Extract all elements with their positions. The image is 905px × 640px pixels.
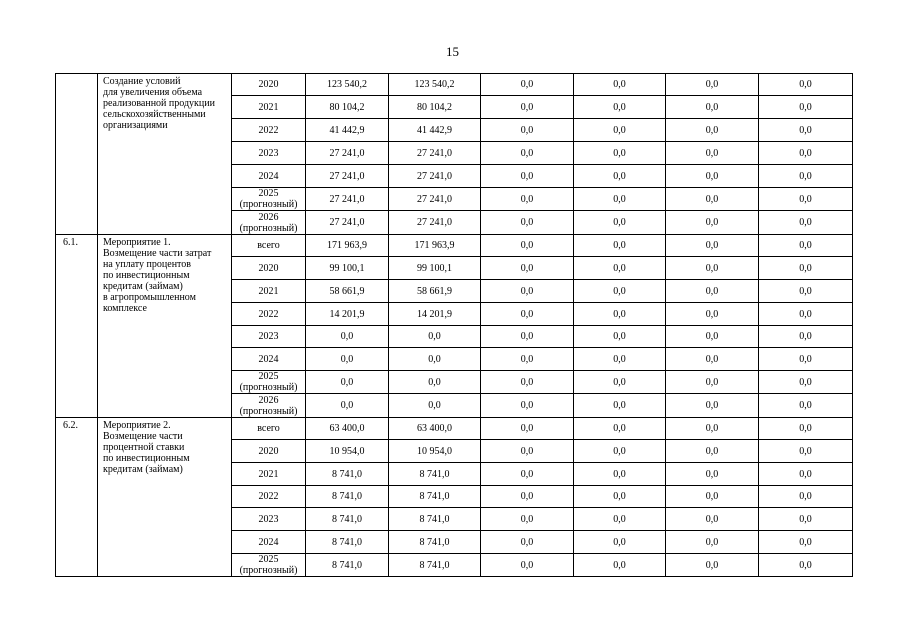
value-cell: 27 241,0 (306, 188, 389, 211)
section-number (56, 74, 98, 235)
value-cell: 0,0 (759, 188, 853, 211)
value-cell: 80 104,2 (306, 96, 389, 119)
section-name-line: кредитам (займам) (103, 464, 183, 475)
value-cell: 63 400,0 (306, 418, 389, 440)
period-label: 2025 (258, 188, 279, 199)
value-cell: 0,0 (306, 348, 389, 371)
value-cell: 0,0 (389, 394, 481, 418)
value-cell: 0,0 (666, 188, 759, 211)
period-cell (232, 280, 306, 303)
value-cell: 0,0 (759, 326, 853, 348)
period-label: 2024 (258, 353, 279, 365)
period-cell (232, 463, 306, 486)
section-name (98, 74, 232, 235)
value-cell: 41 442,9 (306, 119, 389, 142)
period-label: 2020 (258, 79, 279, 90)
value-cell: 0,0 (574, 188, 666, 211)
value-cell: 0,0 (481, 257, 574, 280)
period-cell (232, 531, 306, 554)
value-cell: 0,0 (666, 348, 759, 371)
value-cell: 0,0 (759, 348, 853, 371)
value-cell: 0,0 (759, 235, 853, 257)
value-cell: 8 741,0 (389, 463, 481, 486)
section-name-line: по инвестиционным (103, 270, 190, 281)
value-cell: 8 741,0 (306, 531, 389, 554)
value-cell: 0,0 (666, 280, 759, 303)
section-name-line: Возмещение части (103, 431, 183, 442)
section-number: 6.1. (56, 235, 98, 418)
section-name-line: реализованной продукции (103, 98, 215, 109)
value-cell: 0,0 (759, 394, 853, 418)
period-cell (232, 142, 306, 165)
value-cell: 0,0 (481, 280, 574, 303)
value-cell: 8 741,0 (389, 486, 481, 508)
table-row (56, 418, 853, 440)
value-cell: 0,0 (481, 235, 574, 257)
value-cell: 0,0 (759, 303, 853, 326)
period-cell (232, 74, 306, 96)
value-cell: 0,0 (574, 531, 666, 554)
budget-table (55, 73, 853, 577)
value-cell: 0,0 (574, 326, 666, 348)
value-cell: 58 661,9 (389, 280, 481, 303)
period-label: всего (257, 240, 280, 251)
table-body (56, 74, 853, 577)
value-cell: 10 954,0 (306, 440, 389, 463)
value-cell: 0,0 (574, 235, 666, 257)
period-label: 2025 (258, 371, 279, 382)
value-cell: 99 100,1 (306, 257, 389, 280)
value-cell: 0,0 (759, 280, 853, 303)
period-label: 2021 (258, 285, 279, 297)
period-label: (прогнозный) (239, 199, 298, 210)
period-label: 2021 (258, 101, 279, 113)
period-cell (232, 486, 306, 508)
value-cell: 58 661,9 (306, 280, 389, 303)
value-cell: 171 963,9 (306, 235, 389, 257)
period-cell (232, 211, 306, 235)
section-name-line: комплексе (103, 303, 147, 314)
value-cell: 0,0 (759, 165, 853, 188)
value-cell: 14 201,9 (389, 303, 481, 326)
value-cell: 0,0 (574, 142, 666, 165)
section-name (98, 235, 232, 418)
value-cell: 123 540,2 (306, 74, 389, 96)
period-label: 2023 (258, 147, 279, 159)
page-number: 15 (446, 44, 459, 59)
section-name-line: кредитам (займам) (103, 281, 183, 292)
period-label: 2020 (258, 445, 279, 457)
value-cell: 0,0 (574, 303, 666, 326)
period-cell (232, 440, 306, 463)
value-cell: 0,0 (574, 418, 666, 440)
value-cell: 0,0 (666, 508, 759, 531)
value-cell: 0,0 (666, 326, 759, 348)
period-label: 2026 (258, 394, 279, 406)
period-label: (прогнозный) (239, 382, 298, 393)
value-cell: 0,0 (759, 211, 853, 235)
value-cell: 8 741,0 (306, 486, 389, 508)
value-cell: 0,0 (666, 211, 759, 235)
value-cell: 0,0 (574, 554, 666, 577)
value-cell: 27 241,0 (306, 165, 389, 188)
value-cell: 0,0 (574, 74, 666, 96)
value-cell: 27 241,0 (389, 211, 481, 235)
value-cell: 0,0 (666, 554, 759, 577)
value-cell: 0,0 (574, 486, 666, 508)
value-cell: 0,0 (481, 96, 574, 119)
period-label: 2022 (258, 308, 279, 320)
section-name-line: организациями (103, 120, 168, 131)
section-name-line: на уплату процентов (103, 259, 192, 270)
period-label: 2024 (258, 536, 279, 548)
value-cell: 0,0 (574, 371, 666, 394)
period-label: 2021 (258, 468, 279, 480)
period-cell (232, 257, 306, 280)
value-cell: 0,0 (481, 165, 574, 188)
period-cell (232, 394, 306, 418)
section-name-line: сельскохозяйственными (103, 109, 206, 120)
value-cell: 0,0 (759, 371, 853, 394)
value-cell: 0,0 (759, 257, 853, 280)
value-cell: 0,0 (481, 531, 574, 554)
value-cell: 0,0 (481, 211, 574, 235)
value-cell: 0,0 (389, 348, 481, 371)
section-name-line: по инвестиционным (103, 453, 190, 464)
value-cell: 27 241,0 (389, 165, 481, 188)
value-cell: 14 201,9 (306, 303, 389, 326)
period-cell (232, 303, 306, 326)
value-cell: 0,0 (481, 394, 574, 418)
value-cell: 0,0 (574, 257, 666, 280)
value-cell: 27 241,0 (389, 188, 481, 211)
period-label: (прогнозный) (239, 222, 298, 234)
period-label: всего (257, 423, 280, 434)
value-cell: 0,0 (666, 394, 759, 418)
period-cell (232, 348, 306, 371)
value-cell: 0,0 (666, 486, 759, 508)
value-cell: 0,0 (759, 96, 853, 119)
table-row (56, 235, 853, 257)
value-cell: 0,0 (666, 96, 759, 119)
value-cell: 0,0 (481, 508, 574, 531)
value-cell: 0,0 (574, 463, 666, 486)
period-label: (прогнозный) (239, 565, 298, 576)
value-cell: 0,0 (306, 371, 389, 394)
value-cell: 0,0 (481, 418, 574, 440)
value-cell: 0,0 (481, 371, 574, 394)
section-name-line: Возмещение части затрат (103, 248, 212, 259)
value-cell: 0,0 (574, 440, 666, 463)
value-cell: 0,0 (389, 326, 481, 348)
period-cell (232, 235, 306, 257)
value-cell: 0,0 (481, 440, 574, 463)
value-cell: 0,0 (306, 394, 389, 418)
section-name-line: Создание условий (103, 76, 181, 87)
value-cell: 0,0 (759, 463, 853, 486)
value-cell: 0,0 (481, 326, 574, 348)
value-cell: 8 741,0 (389, 508, 481, 531)
value-cell: 0,0 (666, 463, 759, 486)
period-label: 2022 (258, 491, 279, 502)
period-label: 2026 (258, 211, 279, 223)
value-cell: 0,0 (666, 440, 759, 463)
value-cell: 0,0 (666, 74, 759, 96)
value-cell: 0,0 (481, 74, 574, 96)
value-cell: 27 241,0 (306, 142, 389, 165)
value-cell: 0,0 (759, 531, 853, 554)
value-cell: 0,0 (306, 326, 389, 348)
value-cell: 0,0 (666, 371, 759, 394)
value-cell: 0,0 (666, 165, 759, 188)
section-name-line: Мероприятие 1. (103, 237, 171, 248)
value-cell: 171 963,9 (389, 235, 481, 257)
section-name (98, 418, 232, 577)
value-cell: 8 741,0 (389, 554, 481, 577)
value-cell: 0,0 (574, 211, 666, 235)
value-cell: 0,0 (759, 508, 853, 531)
value-cell: 0,0 (666, 418, 759, 440)
section-number: 6.2. (56, 418, 98, 577)
value-cell: 0,0 (574, 508, 666, 531)
period-label: 2023 (258, 331, 279, 342)
period-cell (232, 165, 306, 188)
value-cell: 0,0 (759, 74, 853, 96)
section-name-line: для увеличения объема (103, 87, 203, 98)
value-cell: 0,0 (759, 142, 853, 165)
value-cell: 80 104,2 (389, 96, 481, 119)
period-cell (232, 188, 306, 211)
period-cell (232, 371, 306, 394)
value-cell: 8 741,0 (306, 508, 389, 531)
value-cell: 0,0 (574, 119, 666, 142)
period-cell (232, 418, 306, 440)
value-cell: 0,0 (481, 142, 574, 165)
value-cell: 0,0 (481, 348, 574, 371)
value-cell: 0,0 (759, 554, 853, 577)
value-cell: 0,0 (574, 394, 666, 418)
value-cell: 8 741,0 (389, 531, 481, 554)
value-cell: 0,0 (759, 418, 853, 440)
value-cell: 0,0 (574, 165, 666, 188)
value-cell: 0,0 (574, 280, 666, 303)
value-cell: 0,0 (481, 486, 574, 508)
period-label: 2025 (258, 554, 279, 565)
period-cell (232, 326, 306, 348)
value-cell: 0,0 (481, 303, 574, 326)
period-cell (232, 508, 306, 531)
value-cell: 0,0 (389, 371, 481, 394)
value-cell: 0,0 (666, 235, 759, 257)
period-cell (232, 119, 306, 142)
value-cell: 0,0 (481, 554, 574, 577)
value-cell: 0,0 (666, 142, 759, 165)
table-row (56, 74, 853, 96)
value-cell: 27 241,0 (389, 142, 481, 165)
value-cell: 0,0 (574, 96, 666, 119)
period-cell (232, 554, 306, 577)
value-cell: 0,0 (759, 119, 853, 142)
period-label: 2023 (258, 513, 279, 525)
period-label: 2020 (258, 262, 279, 274)
value-cell: 0,0 (666, 119, 759, 142)
period-label: (прогнозный) (239, 405, 298, 417)
value-cell: 0,0 (481, 119, 574, 142)
value-cell: 0,0 (666, 303, 759, 326)
value-cell: 123 540,2 (389, 74, 481, 96)
value-cell: 8 741,0 (306, 554, 389, 577)
period-label: 2024 (258, 170, 279, 182)
value-cell: 0,0 (759, 486, 853, 508)
value-cell: 8 741,0 (306, 463, 389, 486)
section-name-line: процентной ставки (103, 442, 185, 453)
section-name-line: Мероприятие 2. (103, 420, 171, 431)
value-cell: 0,0 (666, 257, 759, 280)
period-cell (232, 96, 306, 119)
value-cell: 0,0 (481, 188, 574, 211)
value-cell: 10 954,0 (389, 440, 481, 463)
section-name-line: в агропромышленном (103, 292, 196, 303)
period-label: 2022 (258, 124, 279, 136)
value-cell: 27 241,0 (306, 211, 389, 235)
value-cell: 99 100,1 (389, 257, 481, 280)
value-cell: 0,0 (666, 531, 759, 554)
value-cell: 41 442,9 (389, 119, 481, 142)
value-cell: 0,0 (759, 440, 853, 463)
value-cell: 0,0 (481, 463, 574, 486)
value-cell: 0,0 (574, 348, 666, 371)
value-cell: 63 400,0 (389, 418, 481, 440)
